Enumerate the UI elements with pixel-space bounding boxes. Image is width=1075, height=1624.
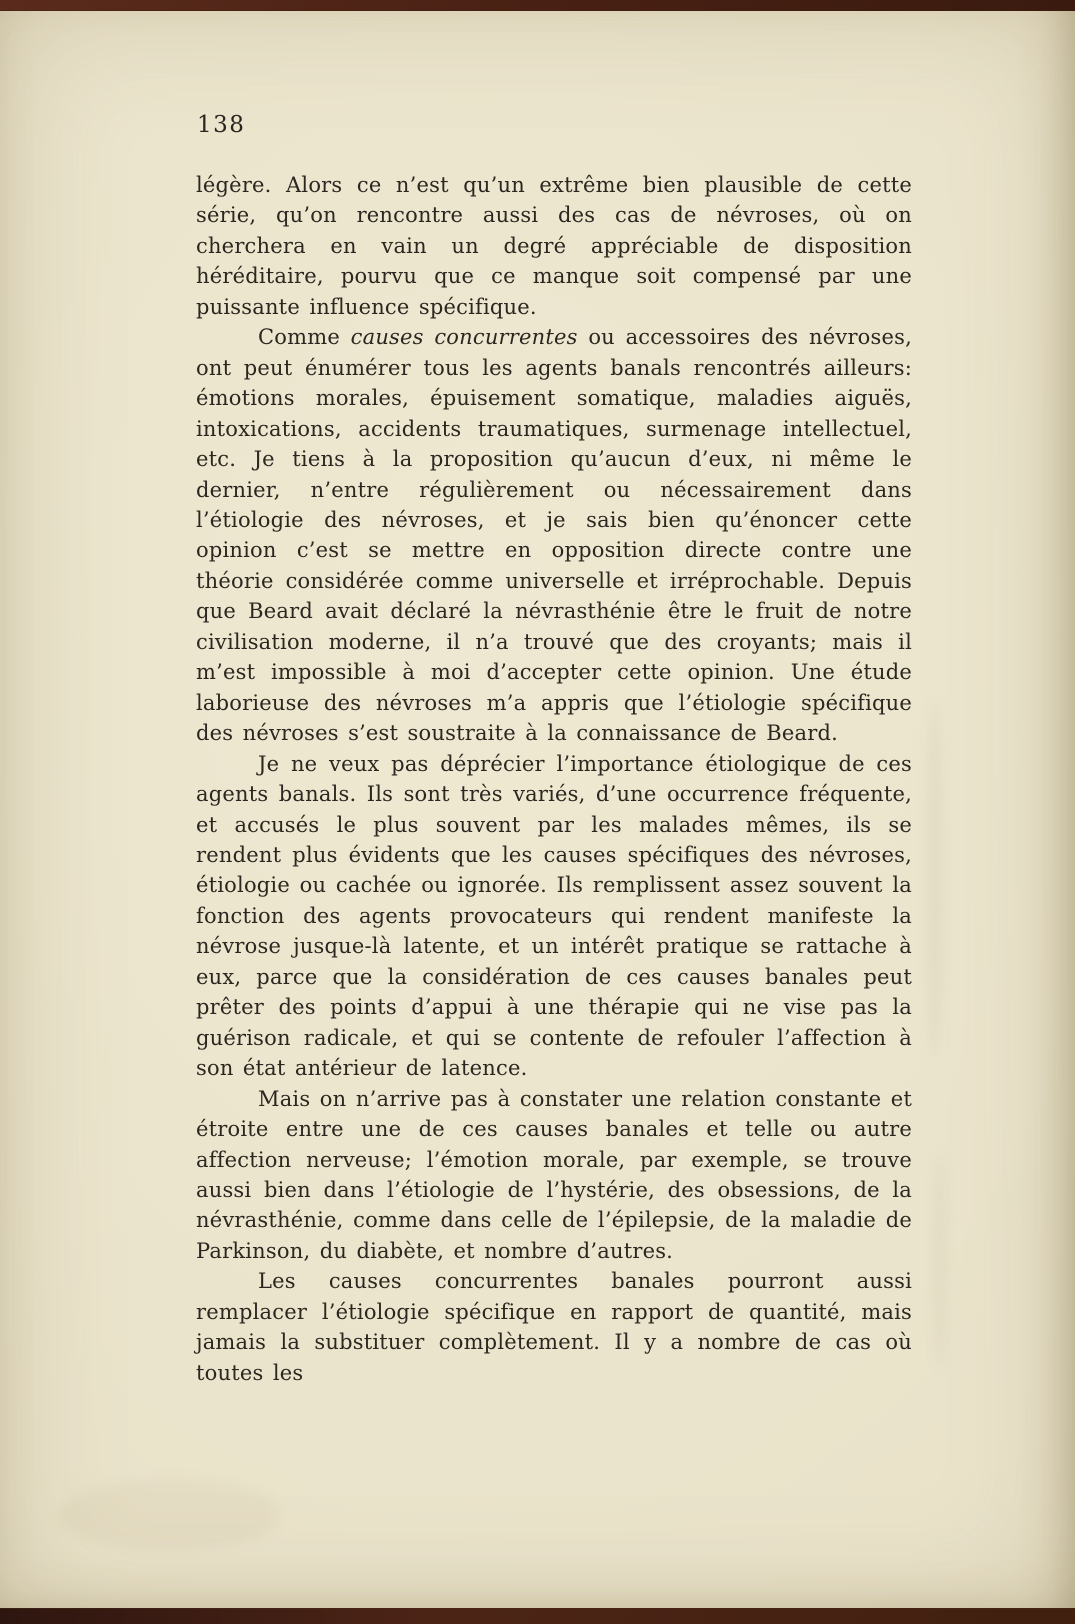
- scan-streak-artifact: [928, 700, 942, 1060]
- body-text: ou accessoires des névroses, ont peut énumérer tous les agents banals rencontrés ailleurs: émotions morales, épuisement somatique, maladies aiguës, intoxications, accidents traumatiques, surmenage intellectuel, etc. Je tiens à la proposition qu’aucun d’eux, ni même le dernier, n’entre régulièrement ou nécessairement dans l’étiologie des névroses, et je sais bien qu’énoncer cette opinion c’est se mettre en opposition directe contre une théorie considérée comme universelle et irréprochable. Depuis que Beard avait déclaré la névrasthénie être le fruit de notre civilisation moderne, il n’a trouvé que des croyants; mais il m’est impossible à moi d’accepter cette opinion. Une étude laborieuse des névroses m’a appris que l’étiologie spécifique des névroses s’est soustraite à la connaissance de Beard.: [196, 325, 912, 746]
- scan-streak-artifact: [935, 1150, 945, 1370]
- body-text: Les causes concurrentes banales pourront aussi remplacer l’étiologie spécifique en rapport de quantité, mais jamais la substituer complètement. Il y a nombre de cas où toutes les: [196, 1269, 912, 1385]
- scan-edge-bottom: [0, 1608, 1075, 1624]
- page-number: 138: [197, 112, 246, 138]
- body-text: légère. Alors ce n’est qu’un extrême bien plausible de cette série, qu’on rencontre aussi des cas de névroses, où on cherchera en vain un degré appréciable de disposition héréditaire, pourvu que ce manque soit compensé par une puissante influence spécifique.: [196, 173, 912, 319]
- paragraph: [196, 322, 912, 748]
- body-text: Comme: [258, 325, 351, 350]
- body-text: Mais on n’arrive pas à constater une relation constante et étroite entre une de ces causes banales et telle ou autre affection nerveuse; l’émotion morale, par exemple, se trouve aussi bien dans l’étiologie de l’hystérie, des obsessions, de la névrasthénie, comme dans celle de l’épilepsie, de la maladie de Parkinson, du diabète, et nombre d’autres.: [196, 1086, 912, 1263]
- paragraph: [196, 170, 912, 322]
- paragraph: [196, 749, 912, 1084]
- body-text: Je ne veux pas déprécier l’importance étiologique de ces agents banals. Ils sont très variés, d’une occurrence fréquente, et accusés le plus souvent par les malades mêmes, ils se rendent plus évidents que les causes spécifiques des névroses, étiologie ou cachée ou ignorée. Ils remplissent assez souvent la fonction des agents provocateurs qui rendent manifeste la névrose jusque-là latente, et un intérêt pratique se rattache à eux, parce que la considération de ces causes banales peut prêter des points d’appui à une thérapie qui ne vise pas la guérison radicale, et qui se contente de refouler l’affection à son état antérieur de latence.: [196, 751, 912, 1081]
- scan-edge-top: [0, 0, 1075, 11]
- italic-text: causes concurrentes: [350, 325, 578, 350]
- page-text-block: [196, 170, 912, 1388]
- paragraph: [196, 1084, 912, 1267]
- scan-stain-artifact: [60, 1480, 280, 1550]
- paragraph: [196, 1266, 912, 1388]
